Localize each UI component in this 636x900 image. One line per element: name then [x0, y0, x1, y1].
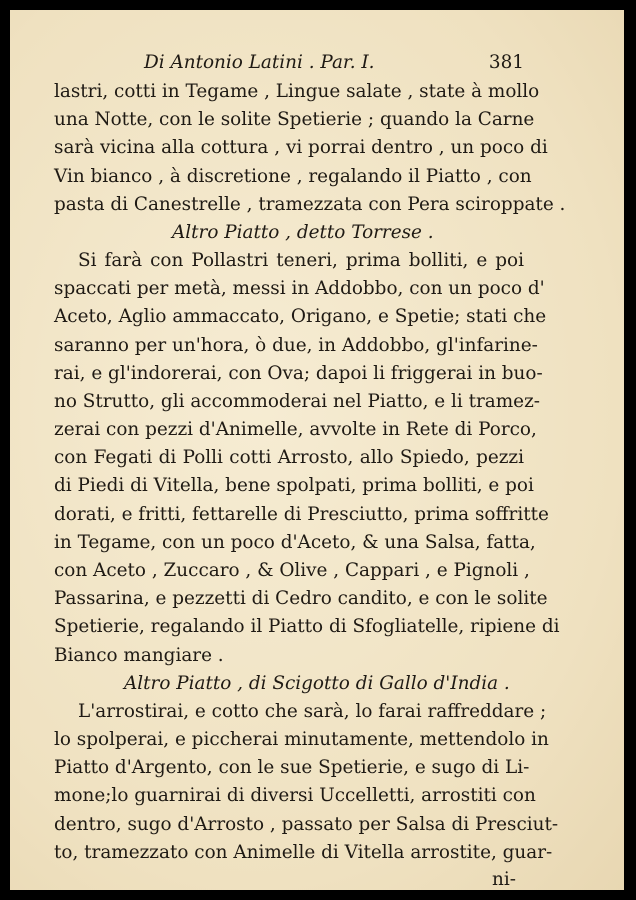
running-head: Di Antonio Latini . Par. I. — [144, 52, 375, 73]
text-line: Piatto d'Argento, con le sue Spetierie, e sugo di Li- — [54, 757, 530, 779]
text-line: dorati, e fritti, fettarelle di Presciutto, prima soffritte — [54, 503, 549, 525]
text-line: dentro, sugo d'Arrosto , passato per Salsa di Presciut- — [54, 813, 559, 835]
text-line: to, tramezzato con Animelle di Vitella arrostite, guar- — [54, 841, 553, 863]
text-line: Vin bianco , à discretione , regalando il Piatto , con — [54, 165, 532, 187]
text-line: no Strutto, gli accommoderai nel Piatto, e li tramez- — [54, 390, 540, 412]
text-line: sarà vicina alla cottura , vi porrai dentro , un poco di — [54, 137, 548, 159]
text-line: Si farà con Pollastri teneri, prima bolliti, e poi — [78, 249, 524, 271]
page-number: 381 — [488, 52, 524, 73]
recipe-heading-scigotto: Altro Piatto , di Scigotto di Gallo d'India . — [124, 672, 510, 694]
text-line: saranno per un'hora, ò due, in Addobbo, gl'infarine- — [54, 334, 538, 356]
text-line: mone;lo guarnirai di diversi Uccelletti, arrostiti con — [54, 785, 536, 807]
text-line: zerai con pezzi d'Animelle, avvolte in Rete di Porco, — [54, 419, 537, 441]
text-line: rai, e gl'indorerai, con Ova; dapoi li friggerai in buo- — [54, 362, 543, 384]
text-line: Bianco mangiare . — [54, 644, 224, 666]
text-line: lastri, cotti in Tegame , Lingue salate , state à mollo — [54, 81, 540, 102]
text-line: una Notte, con le solite Spetierie ; quando la Carne — [54, 109, 535, 131]
paragraph-3 — [54, 698, 559, 867]
text-line: L'arrostirai, e cotto che sarà, lo farai raffreddare ; — [78, 700, 547, 722]
text-line: spaccati per metà, messi in Addobbo, con un poco d' — [54, 278, 545, 300]
recipe-heading-torrese: Altro Piatto , detto Torrese . — [172, 221, 434, 243]
catchword: ni- — [492, 868, 516, 890]
text-line: Aceto, Aglio ammaccato, Origano, e Spetie; stati che — [54, 306, 547, 328]
text-line: con Aceto , Zuccaro , & Olive , Cappari , e Pignoli , — [54, 560, 530, 581]
text-line: di Piedi di Vitella, bene spolpati, prima bolliti, e poi — [54, 475, 534, 497]
text-line: Passarina, e pezzetti di Cedro candito, e con le solite — [54, 588, 548, 610]
page-text — [54, 48, 566, 890]
text-line: Spetierie, regalando il Piatto di Sfogliatelle, ripiene di — [54, 616, 560, 638]
paragraph-2 — [54, 247, 560, 670]
paragraph-1 — [54, 78, 566, 219]
book-page — [10, 10, 624, 890]
text-line: con Fegati di Polli cotti Arrosto, allo Spiedo, pezzi — [54, 447, 524, 469]
text-line: pasta di Canestrelle , tramezzata con Pera sciroppate . — [54, 193, 566, 215]
text-line: in Tegame, con un poco d'Aceto, & una Salsa, fatta, — [54, 531, 536, 553]
page-header — [54, 48, 524, 78]
text-line: lo spolperai, e piccherai minutamente, mettendolo in — [54, 728, 549, 750]
